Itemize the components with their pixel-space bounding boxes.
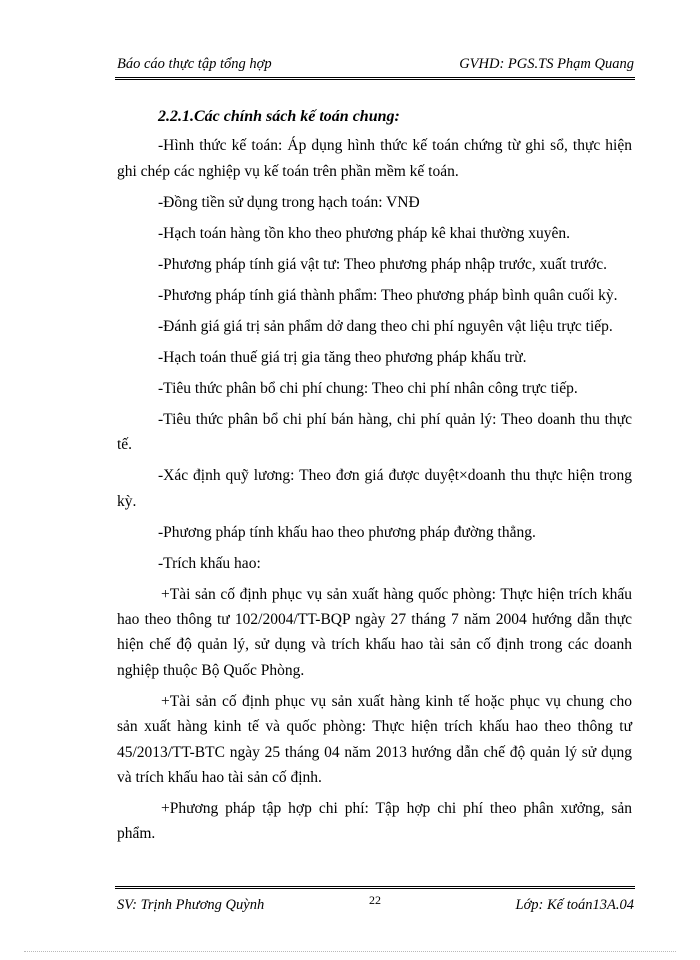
footer-rule <box>115 886 635 889</box>
paragraph-economic-assets: +Tài sản cố định phục vụ sản xuất hàng kinh tế hoặc phục vụ chung cho sản xuất hàng kinh tế và quốc phòng: Thực hiện trích khấu hao theo thông tư 45/2013/TT-BTC ngày 25 tháng 04 năm 2013 hướng dẫn chế độ quản lý sử dụng và trích khấu hao tài sản cố định. <box>117 692 632 787</box>
paragraph-accounting-form: -Hình thức kế toán: Áp dụng hình thức kế toán chứng từ ghi sổ, thực hiện ghi chép các nghiệp vụ kế toán trên phần mềm kế toán. <box>117 137 632 180</box>
paragraph-material-pricing: -Phương pháp tính giá vật tư: Theo phương pháp nhập trước, xuất trước. <box>158 255 608 273</box>
document-body <box>117 104 632 852</box>
header-left-text: Báo cáo thực tập tổng hợp <box>117 56 272 72</box>
footer-class-name: Lớp: Kế toán13A.04 <box>515 897 634 913</box>
paragraph-wip-valuation: -Đánh giá giá trị sản phẩm dở dang theo chi phí nguyên vật liệu trực tiếp. <box>158 317 613 335</box>
paragraph-overhead-allocation: -Tiêu thức phân bổ chi phí chung: Theo chi phí nhân công trực tiếp. <box>158 379 578 397</box>
page-number: 22 <box>369 893 381 907</box>
page-bottom-dotted-edge <box>24 951 676 952</box>
paragraph-product-costing: -Phương pháp tính giá thành phẩm: Theo phương pháp bình quân cuối kỳ. <box>158 286 618 304</box>
page-footer <box>117 893 634 915</box>
header-rule <box>115 77 635 80</box>
paragraph-currency: -Đồng tiền sử dụng trong hạch toán: VNĐ <box>158 193 420 211</box>
paragraph-defense-assets: +Tài sản cố định phục vụ sản xuất hàng quốc phòng: Thực hiện trích khấu hao theo thông tư 102/2004/TT-BQP ngày 27 tháng 7 năm 2004 hướng dẫn thực hiện chế độ quản lý, sử dụng và trích khấu hao tài sản cố định trong các doanh nghiệp thuộc Bộ Quốc Phòng. <box>117 585 632 679</box>
paragraph-selling-admin-allocation: -Tiêu thức phân bổ chi phí bán hàng, chi phí quản lý: Theo doanh thu thực tế. <box>117 410 632 454</box>
header-right-text: GVHD: PGS.TS Phạm Quang <box>459 56 634 72</box>
paragraph-inventory: -Hạch toán hàng tồn kho theo phương pháp kê khai thường xuyên. <box>158 224 570 242</box>
paragraph-cost-aggregation: +Phương pháp tập hợp chi phí: Tập hợp chi phí theo phân xưởng, sản phẩm. <box>117 800 632 843</box>
section-heading: 2.2.1.Các chính sách kế toán chung: <box>158 108 400 125</box>
paragraph-payroll-fund: -Xác định quỹ lương: Theo đơn giá được duyệt×doanh thu thực hiện trong kỳ. <box>117 467 632 510</box>
paragraph-depreciation-method: -Phương pháp tính khấu hao theo phương pháp đường thẳng. <box>158 523 536 541</box>
footer-student-name: SV: Trịnh Phương Quỳnh <box>117 897 265 913</box>
paragraph-depreciation: -Trích khấu hao: <box>158 554 261 572</box>
paragraph-vat: -Hạch toán thuế giá trị gia tăng theo phương pháp khấu trừ. <box>158 348 527 366</box>
page-header <box>117 56 634 78</box>
